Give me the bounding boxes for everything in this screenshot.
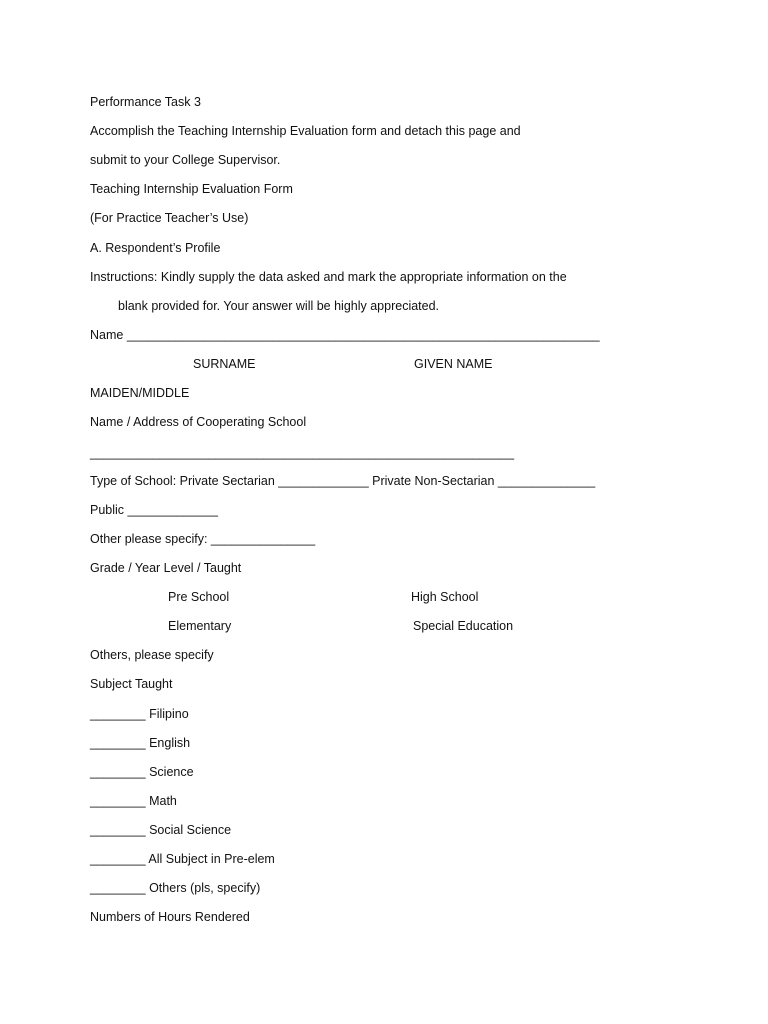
task-title: Performance Task 3 bbox=[90, 95, 201, 109]
instructions-line-2: blank provided for. Your answer will be highly appreciated. bbox=[118, 299, 440, 313]
given-name-label: GIVEN NAME bbox=[414, 357, 493, 371]
type-of-school-line: Type of School: Private Sectarian _____________ Private Non-Sectarian ______________ bbox=[90, 474, 596, 488]
cooperating-school-blank: _____________________________________________________________ bbox=[90, 446, 515, 460]
maiden-middle-label: MAIDEN/MIDDLE bbox=[90, 386, 190, 400]
subject-item-filipino: ________ Filipino bbox=[90, 707, 189, 721]
surname-label: SURNAME bbox=[193, 357, 256, 371]
subject-item-science: ________ Science bbox=[90, 765, 194, 779]
high-school-option: High School bbox=[411, 590, 479, 604]
elementary-option: Elementary bbox=[168, 619, 232, 633]
intro-text-line-2: submit to your College Supervisor. bbox=[90, 153, 281, 167]
form-title: Teaching Internship Evaluation Form bbox=[90, 182, 293, 196]
name-field-line: Name ____________________________________________________________________ bbox=[90, 328, 600, 342]
hours-rendered-label: Numbers of Hours Rendered bbox=[90, 910, 250, 924]
others-specify-label: Others, please specify bbox=[90, 648, 214, 662]
intro-text-line-1: Accomplish the Teaching Internship Evaluation form and detach this page and bbox=[90, 124, 521, 138]
subject-taught-label: Subject Taught bbox=[90, 677, 173, 691]
instructions-line-1: Instructions: Kindly supply the data asked and mark the appropriate information on the bbox=[90, 270, 567, 284]
form-subtitle: (For Practice Teacher’s Use) bbox=[90, 211, 249, 225]
section-a-heading: A. Respondent’s Profile bbox=[90, 241, 221, 255]
other-specify-line: Other please specify: _______________ bbox=[90, 532, 316, 546]
special-education-option: Special Education bbox=[413, 619, 514, 633]
public-school-line: Public _____________ bbox=[90, 503, 218, 517]
subject-item-english: ________ English bbox=[90, 736, 191, 750]
subject-item-pre-elem: ________ All Subject in Pre-elem bbox=[90, 852, 275, 866]
grade-level-label: Grade / Year Level / Taught bbox=[90, 561, 242, 575]
pre-school-option: Pre School bbox=[168, 590, 230, 604]
subject-item-others: ________ Others (pls, specify) bbox=[90, 881, 261, 895]
cooperating-school-label: Name / Address of Cooperating School bbox=[90, 415, 307, 429]
subject-item-social-science: ________ Social Science bbox=[90, 823, 232, 837]
subject-item-math: ________ Math bbox=[90, 794, 177, 808]
